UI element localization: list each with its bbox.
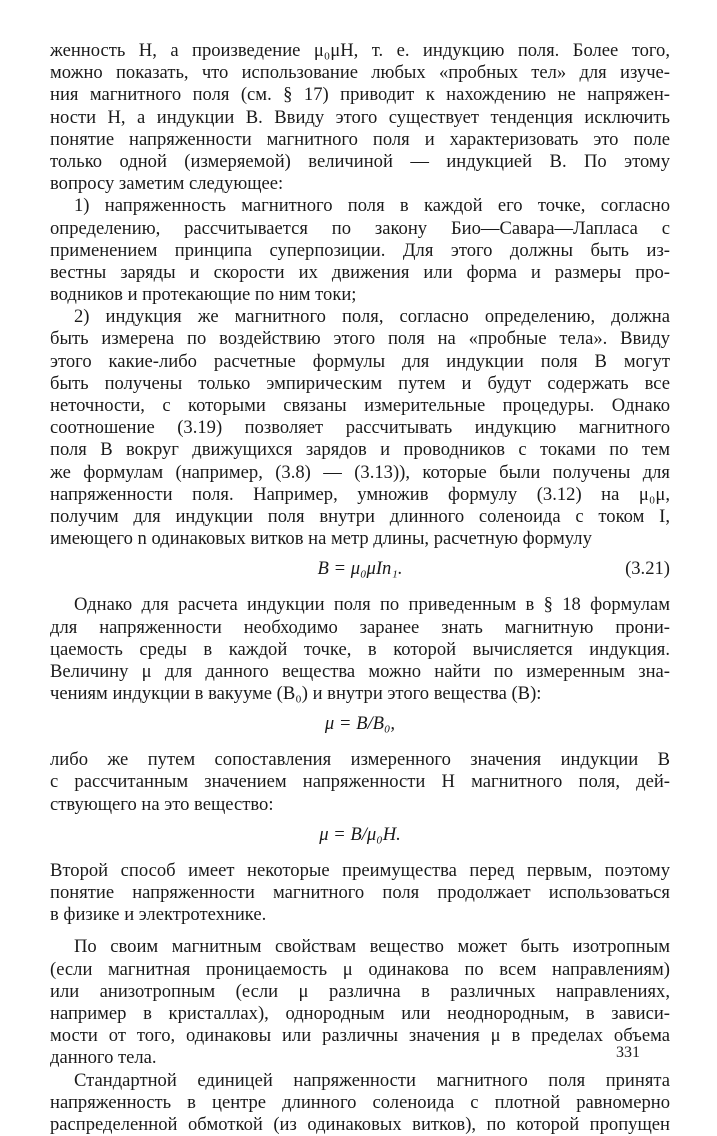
formula-text: B = μ₀μIn₁.: [318, 558, 403, 579]
text-line: поля B вокруг движущихся зарядов и проводников с токами по тем: [50, 439, 670, 461]
text-line: данного тела.: [50, 1047, 670, 1069]
text-line: только одной (измеряемой) величиной — индукцией B. По этому: [50, 151, 670, 173]
paragraph: [50, 936, 670, 1069]
paragraph: [50, 195, 670, 306]
text-line: Однако для расчета индукции поля по приведенным в § 18 формулам: [50, 594, 670, 616]
text-line: ствующего на это вещество:: [50, 794, 670, 816]
text-line: применением принципа суперпозиции. Для этого должны быть из-: [50, 240, 670, 262]
text-line: понятие напряженности магнитного поля продолжает использоваться: [50, 882, 670, 904]
text-line: можно показать, что использование любых «пробных тел» для изуче-: [50, 62, 670, 84]
page-body: [50, 40, 670, 1136]
paragraph: [50, 1070, 670, 1136]
text-line: определению, рассчитывается по закону Био—Савара—Лапласа с: [50, 218, 670, 240]
text-line: По своим магнитным свойствам вещество может быть изотропным: [50, 936, 670, 958]
text-line: быть измерена по воздействию этого поля на «пробные тела». Ввиду: [50, 328, 670, 350]
text-line: Величину μ для данного вещества можно найти по измеренным зна-: [50, 661, 670, 683]
paragraph: [50, 306, 670, 550]
formula-text: μ = B/B₀,: [325, 713, 395, 734]
text-line: понятие напряженности магнитного поля и характеризовать это поле: [50, 129, 670, 151]
formula-mu-field: [50, 824, 670, 850]
text-line: вестны заряды и скорости их движения или форма и размеры про-: [50, 262, 670, 284]
text-line: ния магнитного поля (см. § 17) приводит к нахождению не напряжен-: [50, 84, 670, 106]
text-line: цаемость среды в каждой точке, в которой вычисляется индукция.: [50, 639, 670, 661]
paragraph: [50, 749, 670, 816]
text-line: этого какие-либо расчетные формулы для индукции поля B могут: [50, 351, 670, 373]
text-line: получим для индукции поля внутри длинного соленоида с током I,: [50, 506, 670, 528]
text-line: ности H, а индукции B. Ввиду этого существует тенденция исключить: [50, 107, 670, 129]
text-line: для напряженности необходимо заранее знать магнитную прони-: [50, 617, 670, 639]
page-number: 331: [616, 1044, 640, 1062]
text-line: напряженности поля. Например, умножив формулу (3.12) на μ₀μ,: [50, 484, 670, 506]
text-line: с рассчитанным значением напряженности H магнитного поля, дей-: [50, 771, 670, 793]
text-line: водников и протекающие по ним токи;: [50, 284, 670, 306]
text-line: в физике и электротехнике.: [50, 904, 670, 926]
equation-number: (3.21): [625, 558, 670, 580]
text-line: или анизотропным (если μ различна в различных направлениях,: [50, 981, 670, 1003]
text-line: неточности, с которыми связаны измерительные процедуры. Однако: [50, 395, 670, 417]
text-line: же формулам (например, (3.8) — (3.13)), которые были получены для: [50, 462, 670, 484]
paragraph: [50, 860, 670, 927]
text-line: чениям индукции в вакууме (B₀) и внутри этого вещества (B):: [50, 683, 670, 705]
text-line: 1) напряженность магнитного поля в каждой его точке, согласно: [50, 195, 670, 217]
text-line: женность H, а произведение μ₀μH, т. е. индукцию поля. Более того,: [50, 40, 670, 62]
text-line: вопросу заметим следующее:: [50, 173, 670, 195]
text-line: соотношение (3.19) позволяет рассчитывать индукцию магнитного: [50, 417, 670, 439]
text-line: (если магнитная проницаемость μ одинакова по всем направлениям): [50, 959, 670, 981]
text-line: мости от того, одинаковы или различны значения μ в пределах объема: [50, 1025, 670, 1047]
paragraph: [50, 40, 670, 195]
formula-text: μ = B/μ₀H.: [319, 824, 401, 845]
formula-3-21: [50, 558, 670, 584]
text-line: распределенной обмоткой (из одинаковых витков), по которой пропущен: [50, 1114, 670, 1136]
text-line: быть получены только эмпирическим путем и будут содержать все: [50, 373, 670, 395]
text-line: либо же путем сопоставления измеренного значения индукции B: [50, 749, 670, 771]
paragraph: [50, 594, 670, 705]
text-line: напряженность в центре длинного соленоида с плотной равномерно: [50, 1092, 670, 1114]
text-line: например в кристаллах), однородным или неоднородным, в зависи-: [50, 1003, 670, 1025]
text-line: Стандартной единицей напряженности магнитного поля принята: [50, 1070, 670, 1092]
text-line: 2) индукция же магнитного поля, согласно определению, должна: [50, 306, 670, 328]
text-line: Второй способ имеет некоторые преимущества перед первым, поэтому: [50, 860, 670, 882]
formula-mu-ratio: [50, 713, 670, 739]
text-line: имеющего n одинаковых витков на метр длины, расчетную формулу: [50, 528, 670, 550]
